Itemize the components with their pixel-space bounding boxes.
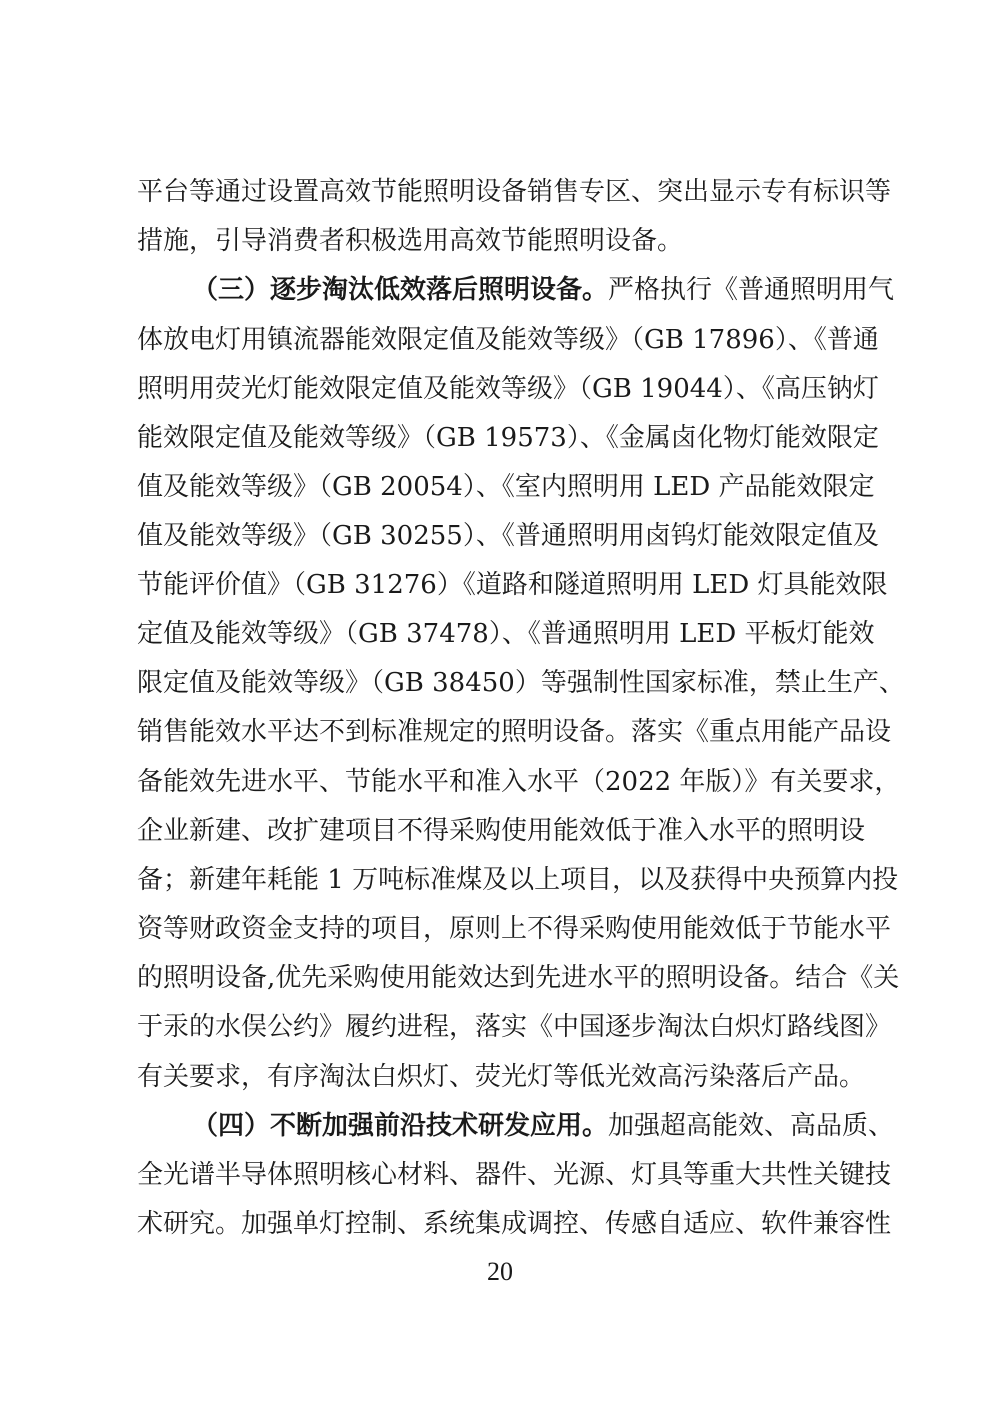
text-line: 值及能效等级》（GB 30255）、《普通照明用卤钨灯能效限定值及 — [137, 521, 879, 551]
text-line: 限定值及能效等级》（GB 38450）等强制性国家标准，禁止生产、 — [137, 668, 905, 698]
page-number: 20 — [487, 1257, 513, 1286]
text-line: 的照明设备,优先采购使用能效达到先进水平的照明设备。结合《关 — [137, 963, 900, 993]
text-line: 体放电灯用镇流器能效限定值及能效等级》（GB 17896）、《普通 — [137, 325, 879, 355]
section-heading-line — [192, 270, 895, 310]
text-line: 备；新建年耗能 1 万吨标准煤及以上项目，以及获得中央预算内投 — [137, 865, 899, 895]
text-fragment: 严格执行《普通照明用气 — [608, 275, 895, 305]
text-line: 于汞的水俣公约》履约进程，落实《中国逐步淘汰白炽灯路线图》 — [137, 1012, 892, 1042]
text-line: 措施，引导消费者积极选用高效节能照明设备。 — [137, 226, 684, 256]
text-line: 企业新建、改扩建项目不得采购使用能效低于准入水平的照明设 — [137, 816, 866, 846]
text-line: 术研究。加强单灯控制、系统集成调控、传感自适应、软件兼容性 — [137, 1209, 892, 1239]
text-line: 值及能效等级》（GB 20054）、《室内照明用 LED 产品能效限定 — [137, 472, 875, 502]
text-line: 能效限定值及能效等级》（GB 19573）、《金属卤化物灯能效限定 — [137, 423, 879, 453]
section-heading-line — [192, 1106, 895, 1146]
text-line: 平台等通过设置高效节能照明设备销售专区、突出显示专有标识等 — [137, 177, 892, 207]
text-line: 全光谱半导体照明核心材料、器件、光源、灯具等重大共性关键技 — [137, 1160, 892, 1190]
text-line: 定值及能效等级》（GB 37478）、《普通照明用 LED 平板灯能效 — [137, 619, 875, 649]
text-line: 销售能效水平达不到标准规定的照明设备。落实《重点用能产品设 — [137, 717, 892, 747]
section-heading: （四）不断加强前沿技术研发应用。 — [192, 1111, 609, 1141]
text-line: 资等财政资金支持的项目，原则上不得采购使用能效低于节能水平 — [137, 914, 892, 944]
text-line: 照明用荧光灯能效限定值及能效等级》（GB 19044）、《高压钠灯 — [137, 374, 879, 404]
section-heading: （三）逐步淘汰低效落后照明设备。 — [192, 275, 609, 305]
text-line: 节能评价值》（GB 31276）《道路和隧道照明用 LED 灯具能效限 — [137, 570, 888, 600]
text-fragment: 加强超高能效、高品质、 — [608, 1111, 895, 1141]
text-line: 有关要求，有序淘汰白炽灯、荧光灯等低光效高污染落后产品。 — [137, 1062, 866, 1092]
text-line: 备能效先进水平、节能水平和准入水平（2022 年版）》有关要求， — [137, 767, 901, 797]
